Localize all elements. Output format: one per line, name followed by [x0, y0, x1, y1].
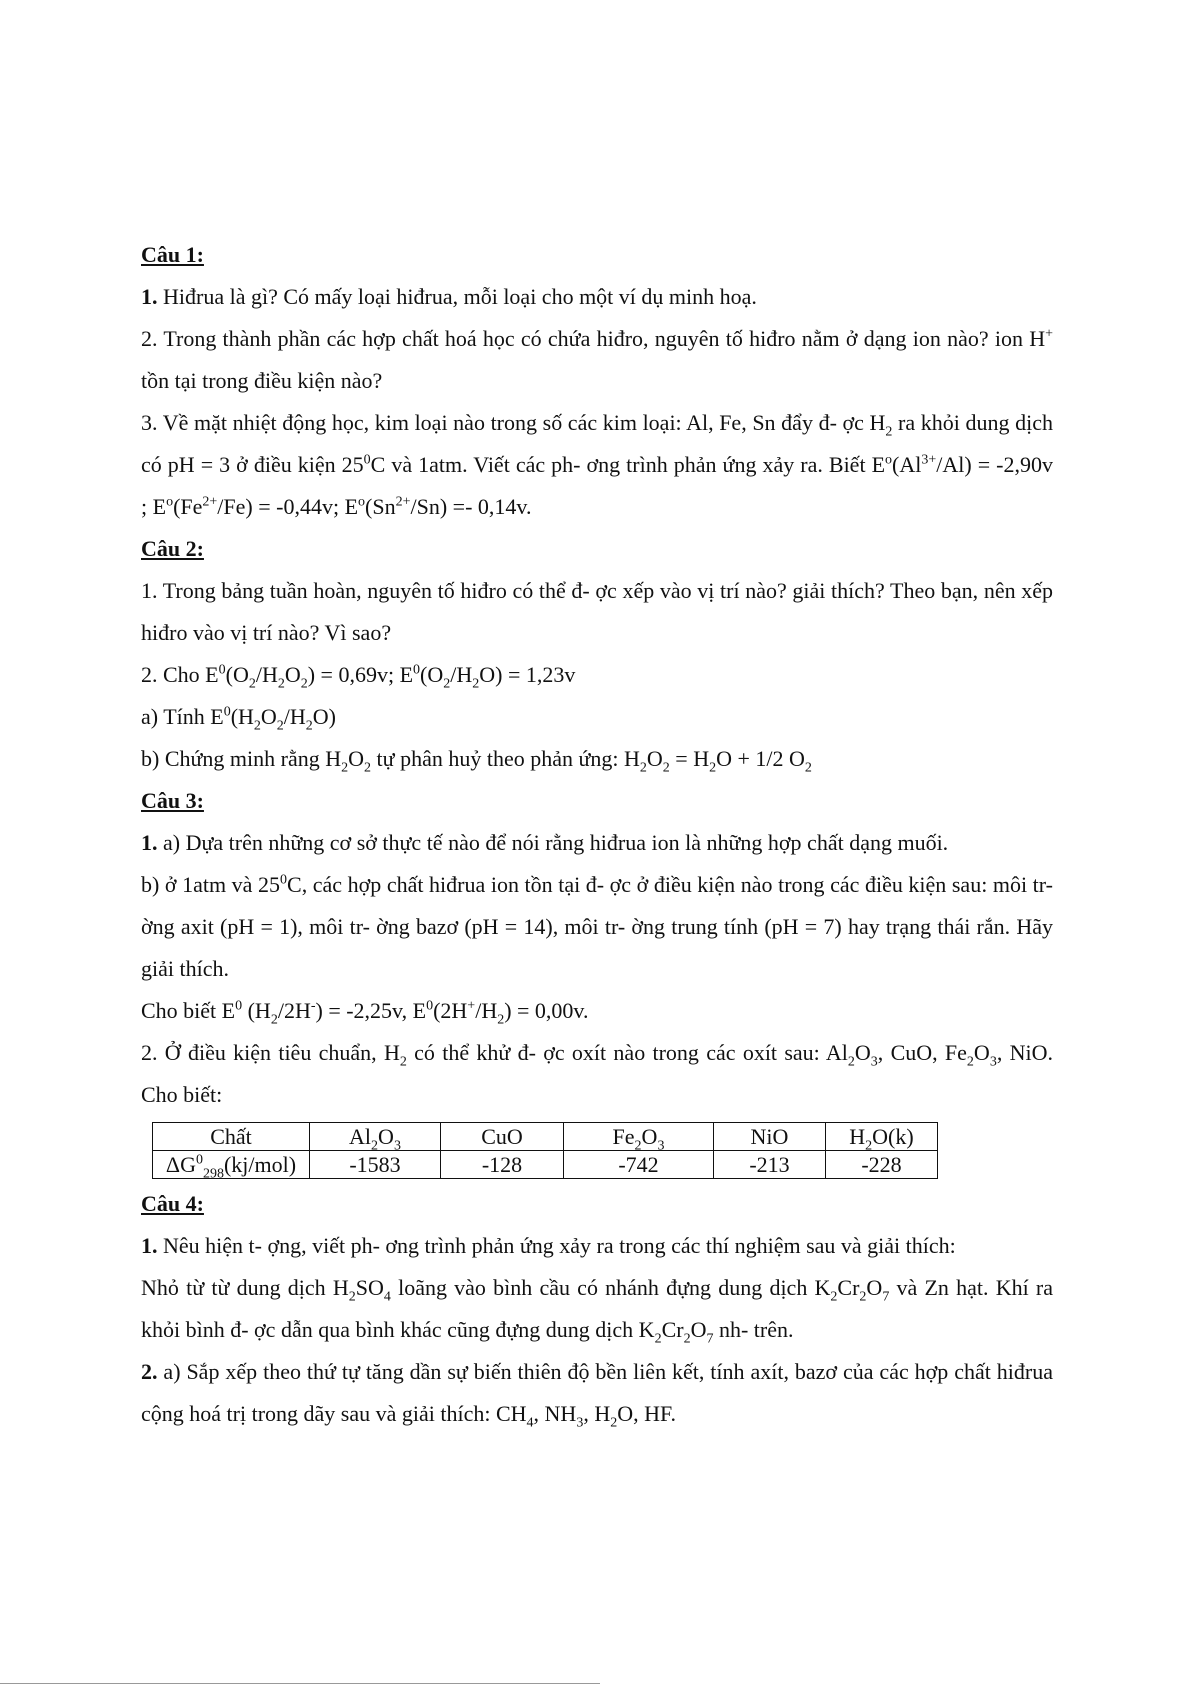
- q4-part-2: 2. a) Sắp xếp theo thứ tự tăng dần sự biến thiên độ bền liên kết, tính axít, bazơ của các hợp chất hiđrua cộng hoá trị trong dãy sau và giải thích: $CH_4$, $NH_3$, $H_2O$, HF.: [141, 1359, 1053, 1431]
- table-cell: $Al_2O_3$: [310, 1123, 441, 1151]
- q3-part-1b: b) ở 1atm và $25^0C$, các hợp chất hiđrua ion tồn tại đ- ợc ở điều kiện nào trong các điều kiện sau: môi tr- ờng axit (pH = 1), môi tr- ờng bazơ (pH = 14), môi tr- ờng trung tính (pH = 7) hay trạng thái rắn. Hãy giải thích.: [141, 872, 1053, 981]
- table-cell: Chất: [153, 1123, 310, 1151]
- q1-part-1-number: 1.: [141, 284, 158, 309]
- footer-divider: [0, 1683, 600, 1684]
- table-cell: NiO: [714, 1123, 826, 1151]
- q3-part-1a: 1. a) Dựa trên những cơ sở thực tế nào để nói rằng hiđrua ion là những hợp chất dạng muối.: [141, 830, 949, 855]
- q2-part-2b: b) Chứng minh rằng $H_2O_2$ tự phân huỷ theo phản ứng: $H_2O_2 = H_2O + 1/2$ $O_2$: [141, 746, 812, 776]
- q4-part-1-number: 1.: [141, 1233, 158, 1258]
- question-4-heading: Câu 4:: [141, 1191, 204, 1216]
- table-cell: $Fe_2O_3$: [564, 1123, 714, 1151]
- q1-part-1: 1. Hiđrua là gì? Có mấy loại hiđrua, mỗi loại cho một ví dụ minh hoạ.: [141, 284, 757, 309]
- q2-part-1: 1. Trong bảng tuần hoàn, nguyên tố hiđro có thể đ- ợc xếp vào vị trí nào? giải thích? Theo bạn, nên xếp hiđro vào vị trí nào? Vì sao?: [141, 578, 1053, 645]
- table-row: [153, 1151, 938, 1179]
- question-3-heading: Câu 3:: [141, 788, 204, 813]
- table-cell: CuO: [441, 1123, 564, 1151]
- table-cell: -213: [714, 1151, 826, 1179]
- q2-part-2: 2. Cho $E^0(O_2/H_2O_2) = 0,69v$; $E^0(O_2/H_2O) = 1,23v$: [141, 662, 576, 692]
- q2-part-2a: a) Tính $E^0(H_2O_2/H_2O)$: [141, 704, 337, 734]
- table-header-row: [153, 1123, 938, 1151]
- q3-part-2: 2. Ở điều kiện tiêu chuẩn, $H_2$ có thể khử đ- ợc oxít nào trong các oxít sau: $Al_2O_3$, CuO, $Fe_2O_3$, NiO. Cho biết:: [141, 1040, 1053, 1107]
- q1-part-3: 3. Về mặt nhiệt động học, kim loại nào trong số các kim loại: Al, Fe, Sn đẩy đ- ợc $H_2$ ra khỏi dung dịch có pH = 3 ở điều kiện $25^0C$ và 1atm. Viết các ph- ơng trình phản ứng xảy ra. Biết $E^o(Al^{3+}/Al) = -2,90v$ ; $E^o(Fe^{2+}/Fe) = -0,44v$; $E^o(Sn^{2+}/Sn) =- 0,14v$.: [141, 410, 1053, 519]
- q1-part-2: 2. Trong thành phần các hợp chất hoá học có chứa hiđro, nguyên tố hiđro nằm ở dạng ion nào? ion H+ tồn tại trong điều kiện nào?: [141, 326, 1053, 393]
- table-cell: -128: [441, 1151, 564, 1179]
- question-1-heading: Câu 1:: [141, 242, 204, 267]
- gibbs-energy-table: [152, 1122, 938, 1179]
- q4-part-2-number: 2.: [141, 1359, 158, 1384]
- table-cell: -1583: [310, 1151, 441, 1179]
- q3-part-1-number: 1.: [141, 830, 158, 855]
- question-2-heading: Câu 2:: [141, 536, 204, 561]
- document-page: [141, 234, 1053, 1435]
- q3-given: Cho biết $E^0$ $(H_2/2H^-) = -2,25v$, $E^0(2H^+/H_2) = 0,00v$.: [141, 998, 589, 1028]
- table-cell: $H_2O(k)$: [826, 1123, 938, 1151]
- table-cell: -228: [826, 1151, 938, 1179]
- q4-part-1-experiment: Nhỏ từ từ dung dịch $H_2SO_4$ loãng vào bình cầu có nhánh đựng dung dịch $K_2Cr_2O_7$ và Zn hạt. Khí ra khỏi bình đ- ợc dẫn qua bình khác cũng đựng dung dịch $K_2Cr_2O_7$ nh- trên.: [141, 1275, 1053, 1347]
- table-cell: $\Delta G^0_{298}(kj/mol)$: [153, 1151, 310, 1179]
- table-cell: -742: [564, 1151, 714, 1179]
- q4-part-1: 1. Nêu hiện t- ợng, viết ph- ơng trình phản ứng xảy ra trong các thí nghiệm sau và giải thích:: [141, 1233, 956, 1258]
